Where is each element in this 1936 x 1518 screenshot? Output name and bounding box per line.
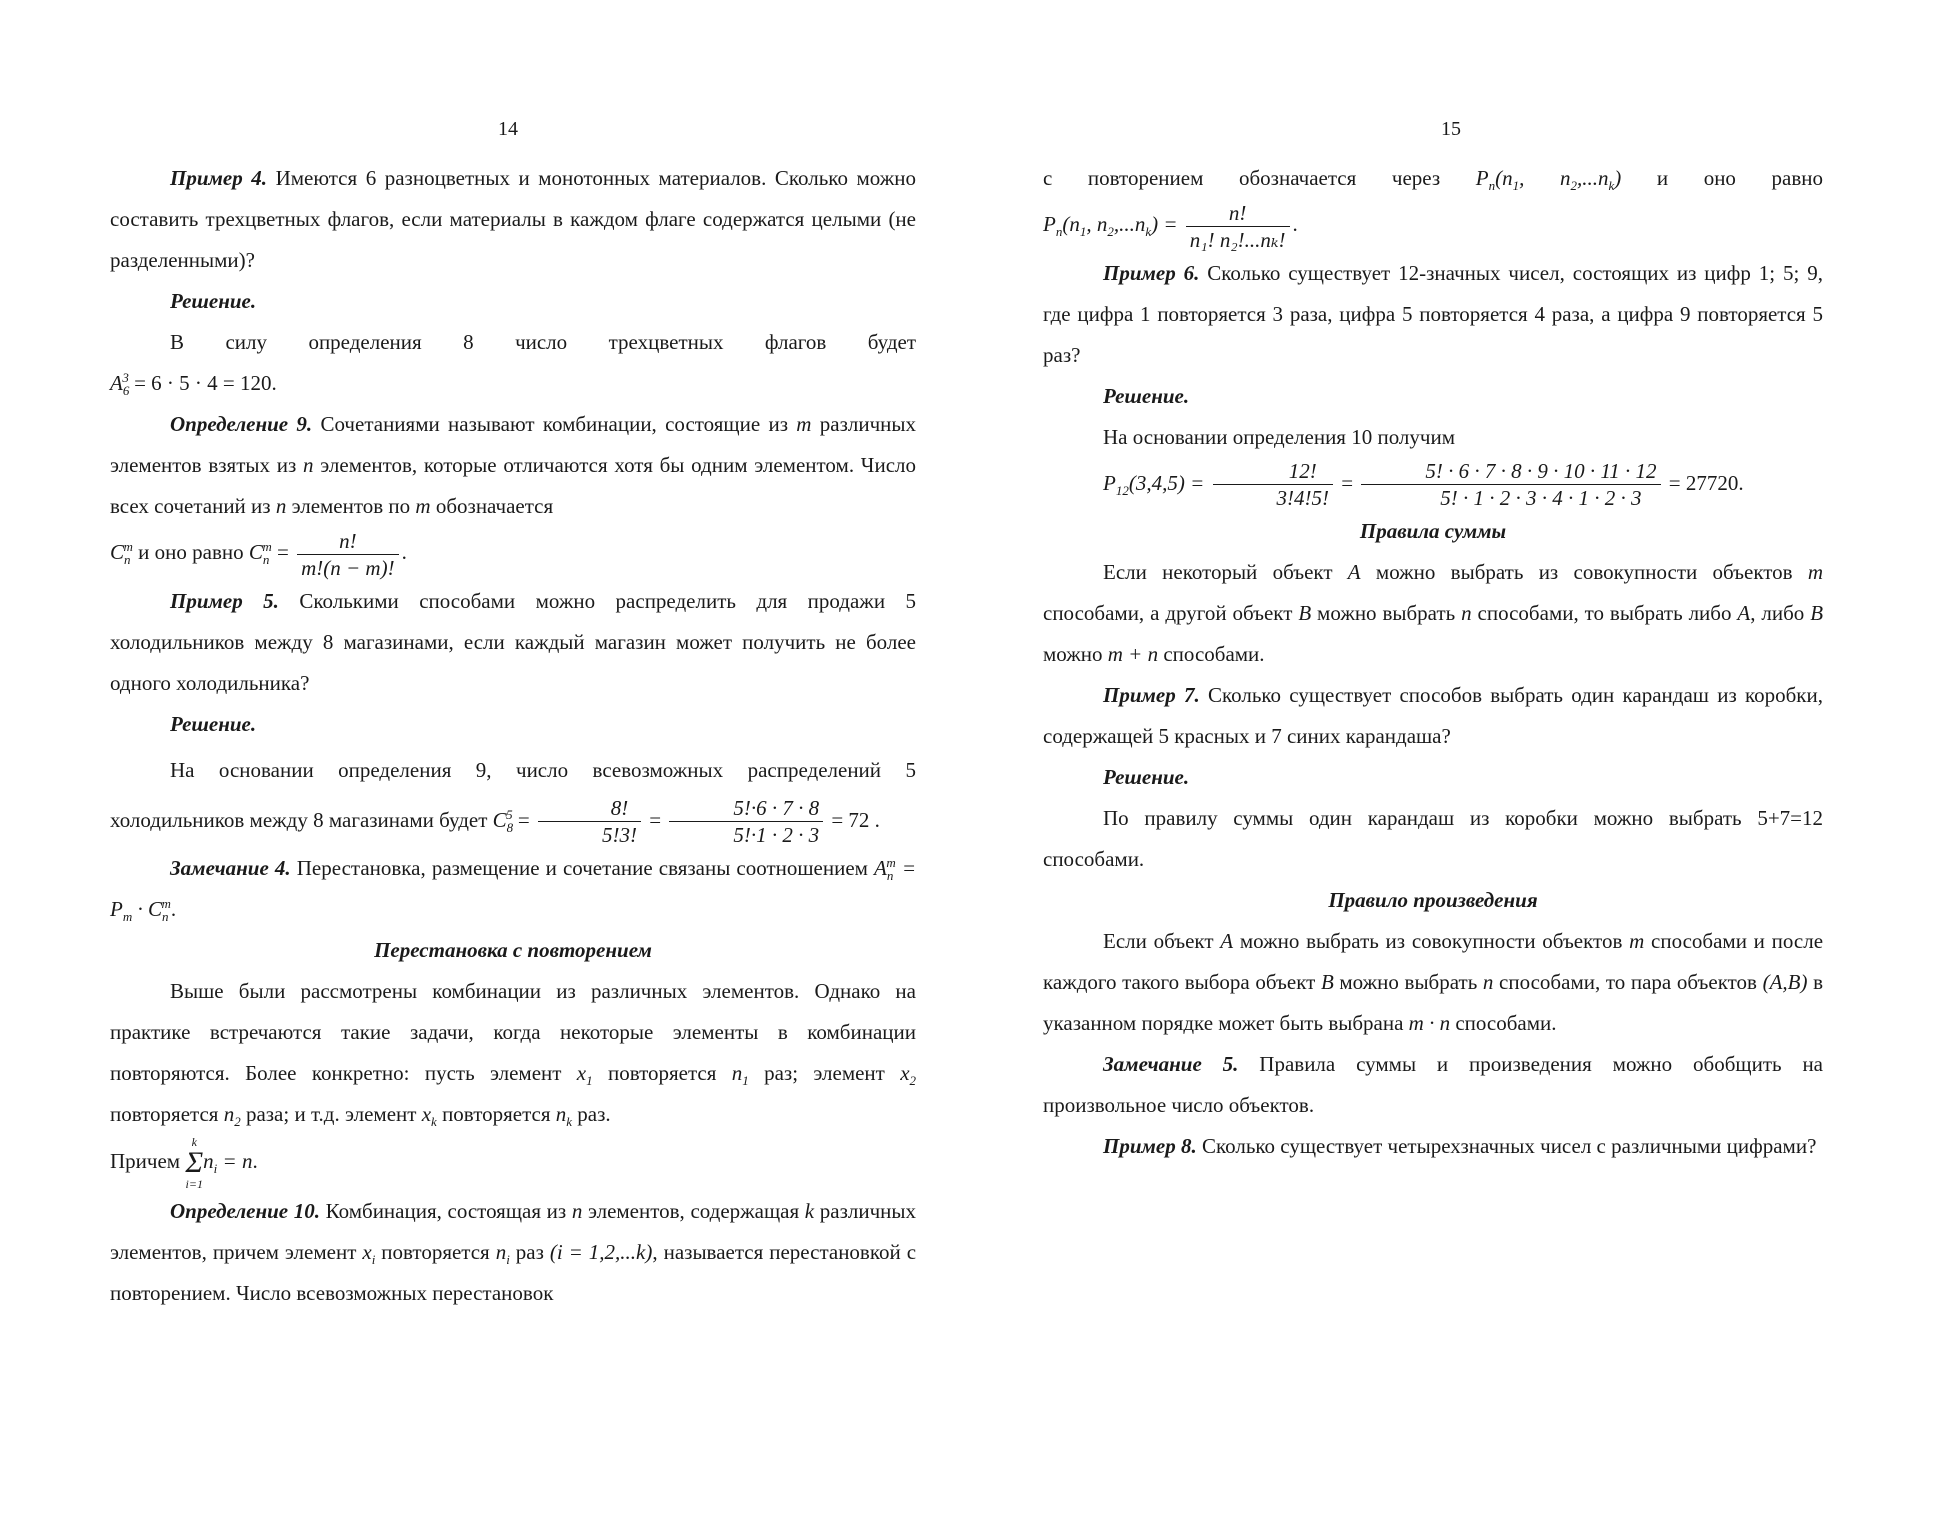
sigma-symbol: k Σ i=1 <box>185 1135 204 1192</box>
solution-heading: Решение. <box>170 289 257 313</box>
sum-rule-text: Если некоторый объект A можно выбрать из совокупности объектов m способами, а другой объект B можно выбрать n способами, то выбрать либо A, либо B можно m + n способами. <box>1043 560 1824 667</box>
example-4-formula: $A_6^3 = 6 \cdot 5 \cdot 4 = 120$. <box>110 370 277 399</box>
example-6: Пример 6. Сколько существует 12-значных чисел, состоящих из цифр 1; 5; 9, где цифра 1 повторяется 3 раза, цифра 5 повторяется 4 раза, а цифра 9 повторяется 5 раз? <box>1043 260 1823 367</box>
remark-5: Замечание 5. Правила суммы и произведения можно обобщить на произвольное число объектов. <box>1043 1052 1823 1118</box>
sum-rule-title: Правила суммы <box>1359 519 1507 544</box>
combination-fraction: $\frac{n!}{m!(n - m)!}$ <box>297 528 398 581</box>
continuation: с повторением обозначается через $P_n(n_1$, $n_2,...n_k$) и оно равно <box>1043 166 1824 194</box>
fraction: $\frac{5! \cdot 6 \cdot 7 \cdot 8 \cdot 9 \cdot 10 \cdot 11 \cdot 12}{5! \cdot 1 \cdot 2 \cdot 3 \cdot 4 \cdot 1 \cdot 2 \cdot 3}$ <box>1361 458 1660 511</box>
example-7: Пример 7. Сколько существует способов выбрать один карандаш из коробки, содержащей 5 красных и 7 синих карандаша? <box>1043 683 1823 749</box>
text-column <box>1043 158 1823 1167</box>
solution-heading: Решение. <box>1103 765 1190 790</box>
fraction: $\frac{12!}{3!4!5!}$ <box>1213 458 1333 511</box>
example-4-solution: В силу определения 8 число трехцветных флагов будет <box>170 330 916 354</box>
section-title: Перестановка с повторением <box>374 938 652 963</box>
fraction: $\frac{5!\cdot 6 \cdot 7 \cdot 8}{5!\cdot 1 \cdot 2 \cdot 3}$ <box>669 795 823 848</box>
remark-4: Замечание 4. Перестановка, размещение и сочетание связаны соотношением $A_n^m = P_m \cdot C_n^m$. <box>110 855 917 925</box>
fraction: $\frac{n!}{\text{n₁! n₂!...nₖ!}}$ <box>1186 200 1290 253</box>
text-column <box>110 158 916 1314</box>
definition-10: Определение 10. Комбинация, состоящая из n элементов, содержащая k различных элементов, причем элемент $x_i$ повторяется $n_i$ раз (i = 1,2,...k), называется перестановкой с повторением. Число всевозможных перестановок <box>110 1199 917 1306</box>
solution-heading: Решение. <box>1103 383 1190 408</box>
example-4: Пример 4. Имеются 6 разноцветных и монотонных материалов. Сколько можно составить трехцветных флагов, если материалы в каждом флаге содержатся целыми (не разделенными)? <box>110 166 916 272</box>
fraction: $\frac{8!}{5!3!}$ <box>538 795 641 848</box>
definition-9: Определение 9. Сочетаниями называют комбинации, состоящие из m различных элементов взятых из n элементов, которые отличаются хотя бы одним элементом. Число всех сочетаний из n элементов по m обозначается <box>110 412 916 518</box>
example-6-solution: На основании определения 10 получим <box>1103 424 1455 449</box>
sum-formula: Причем k Σ $i=1n_i = n$. <box>110 1135 258 1192</box>
solution-heading: Решение. <box>170 711 257 736</box>
page-number: 15 <box>1441 118 1461 140</box>
example-5: Пример 5. Сколькими способами можно распределить для продажи 5 холодильников между 8 магазинами, если каждый магазин может получить не более одного холодильника? <box>110 588 916 695</box>
continuation-formula: $P_n(n_1$, $n_2,...n_k$) = $\frac{n!}{\text{n₁! n₂!...nₖ!}}$ . <box>1043 200 1298 252</box>
permutation-paragraph: Выше были рассмотрены комбинации из различных элементов. Однако на практике встречаются такие задачи, когда некоторые элементы в комбинации повторяются. Более конкретно: пусть элемент $x_1$ повторяется $n_1$ раз; элемент $x_2$ повторяется $n_2$ раза; и т.д. элемент $x_k$ повторяется $n_k$ раз. <box>110 979 917 1130</box>
page-number: 14 <box>498 118 518 140</box>
example-7-solution: По правилу суммы один карандаш из коробки можно выбрать 5+7=12 способами. <box>1043 806 1823 872</box>
definition-9-formula: $C_n^m$ и оно равно $C_n^m$ = $\frac{n!}{m!(n - m)!}$ . <box>110 528 407 580</box>
example-6-formula: $P_{12}(3,4,5)$ = $\frac{12!}{3!4!5!}$ = $\frac{5! \cdot 6 \cdot 7 \cdot 8 \cdot 9 \cdot 10 \cdot 11 \cdot 12}{5! \cdot 1 \cdot 2 \cdot 3 \cdot 4 \cdot 1 \cdot 2 \cdot 3}$ = 27720. <box>1103 459 1744 511</box>
page-right <box>968 0 1936 1518</box>
product-rule-title: Правило произведения <box>1328 888 1538 913</box>
example-5-solution: На основании определения 9, число всевозможных распределений 5 холодильников между 8 магазинами будет $C_8^5$ = $\frac{8!}{5!3!}$ = $\frac{5!\cdot 6 \cdot 7 \cdot 8}{5!\cdot 1 \cdot 2 \cdot 3}$ = 72 . <box>110 757 916 848</box>
example-8: Пример 8. Сколько существует четырехзначных чисел с различными цифрами? <box>1103 1134 1817 1159</box>
product-rule-text: Если объект A можно выбрать из совокупности объектов m способами и после каждого такого выбора объект B можно выбрать n способами, то пара объектов (A,B) в указанном порядке может быть выбрана m · n способами. <box>1043 929 1824 1036</box>
